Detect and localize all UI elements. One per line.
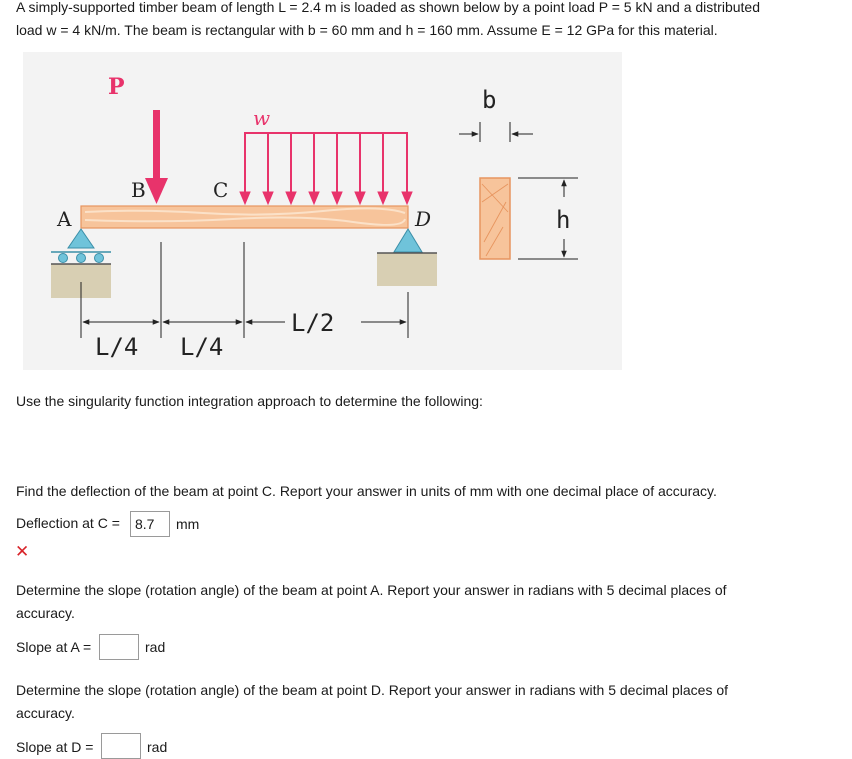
problem-statement-line-2: load w = 4 kN/m. The beam is rectangular with b = 60 mm and h = 160 mm. Assume E = 12 GPa for this material. — [16, 22, 718, 38]
load-w-label: w — [253, 106, 271, 130]
question-3-unit: rad — [147, 739, 168, 755]
section-b-label: b — [482, 86, 497, 114]
load-p-label: P — [108, 74, 125, 100]
dim-l2: L/2 — [291, 309, 335, 337]
question-2-prompt-line-1: Determine the slope (rotation angle) of the beam at point A. Report your answer in radians with 5 decimal places of — [16, 582, 727, 598]
label-point-a: A — [57, 207, 72, 231]
label-point-d: D — [415, 207, 432, 231]
dim-l4-first: L/4 — [95, 333, 139, 361]
question-1-unit: mm — [176, 516, 200, 532]
question-3-label: Slope at D = — [16, 739, 94, 755]
incorrect-icon: ✕ — [15, 542, 30, 561]
deflection-c-input[interactable] — [130, 511, 170, 537]
cross-section — [459, 122, 578, 259]
label-point-c: C — [213, 178, 229, 202]
question-1-prompt: Find the deflection of the beam at point C. Report your answer in units of mm with one decimal place of accuracy. — [16, 483, 717, 499]
support-d-pin — [377, 229, 437, 286]
point-load-arrow — [145, 110, 168, 204]
question-1-label: Deflection at C = — [16, 515, 120, 531]
instructions: Use the singularity function integration approach to determine the following: — [16, 393, 483, 409]
dim-l4-second: L/4 — [180, 333, 224, 361]
slope-a-input[interactable] — [99, 634, 139, 660]
label-point-b: B — [131, 178, 146, 202]
question-2-prompt-line-2: accuracy. — [16, 605, 75, 621]
beam-diagram — [23, 52, 622, 370]
distributed-load — [240, 133, 412, 204]
question-2-unit: rad — [145, 639, 166, 655]
section-h-label: h — [556, 206, 571, 234]
slope-d-input[interactable] — [101, 733, 141, 759]
question-3-prompt-line-1: Determine the slope (rotation angle) of the beam at point D. Report your answer in radians with 5 decimal places of — [16, 682, 729, 698]
problem-statement-line-1: A simply-supported timber beam of length L = 2.4 m is loaded as shown below by a point load P = 5 kN and a distributed — [16, 0, 760, 15]
dimension-lines — [81, 242, 408, 338]
question-2-label: Slope at A = — [16, 639, 92, 655]
question-3-prompt-line-2: accuracy. — [16, 705, 75, 721]
beam-figure — [23, 52, 622, 370]
